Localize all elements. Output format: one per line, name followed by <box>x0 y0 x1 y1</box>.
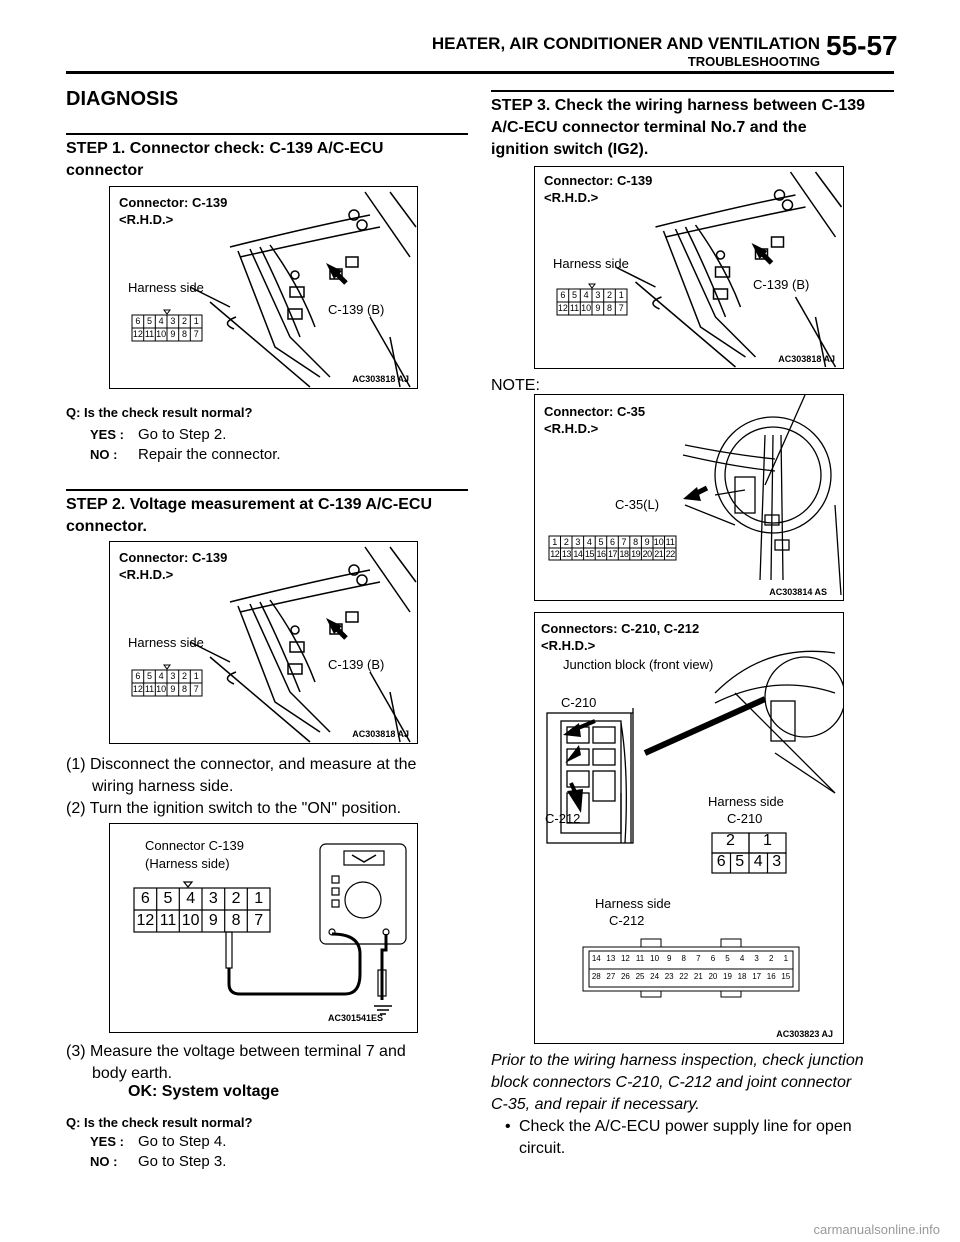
step2-item1: (1) Disconnect the connector, and measure at the wiring harness side. <box>66 756 417 795</box>
meter-figure <box>109 823 418 1033</box>
meter-figure-code: AC301541ES <box>328 1013 384 1023</box>
callout-label: C-35(L) <box>615 497 660 512</box>
watermark: carmanualsonline.info <box>813 1222 940 1237</box>
c212-connector-label: C-212 <box>609 913 645 928</box>
meter-pins-top: 6 5 4 3 2 1 <box>140 890 264 907</box>
harness-side-label: Harness side <box>553 256 629 271</box>
pins-top: 6 5 4 3 2 1 <box>135 671 199 681</box>
figure-code: AC303818 AJ <box>352 374 409 384</box>
step1-title: STEP 1. Connector check: C-139 A/C-ECU connector <box>66 140 384 179</box>
c210-label: C-210 <box>561 695 597 710</box>
c35-figure <box>534 394 844 601</box>
step2-question: Q: Is the check result normal? <box>66 1115 253 1130</box>
step1-question: Q: Is the check result normal? <box>66 405 253 420</box>
bullet-item: • Check the A/C-ECU power supply line for open circuit. <box>505 1118 852 1157</box>
prior-paragraph: Prior to the wiring harness inspection, check junction block connectors C-210, C-212 and joint connector C-35, and repair if necessary. <box>491 1052 864 1113</box>
connectors-label: Connectors: C-210, C-212 <box>541 621 700 636</box>
meter-connector-label: Connector C-139 (Harness side) <box>145 838 244 871</box>
step1-rule <box>66 133 468 135</box>
connector-label: Connector: C-139 <box>544 173 653 188</box>
harness-side-c210-label: Harness side <box>708 794 784 809</box>
harness-side-label: Harness side <box>128 635 204 650</box>
step2-item3: (3) Measure the voltage between terminal 7 and body earth. <box>66 1043 406 1082</box>
step3-title: STEP 3. Check the wiring harness between C-139 A/C-ECU connector terminal No.7 and the ignition switch (IG2). <box>491 97 866 158</box>
c35-pins-top: 1 2 3 4 5 6 7 8 9 10 11 <box>552 537 675 547</box>
callout-label: C-139 (B) <box>328 302 385 317</box>
junction-block-label: Junction block (front view) <box>563 657 714 672</box>
bullet-dot-icon: • <box>505 1118 511 1135</box>
step2-yes: YES : Go to Step 4. <box>90 1133 227 1150</box>
step2-title: STEP 2. Voltage measurement at C-139 A/C-ECU connector. <box>66 496 433 535</box>
rhd-label: <R.H.D.> <box>119 212 174 227</box>
figure-code: AC303814 AS <box>769 587 827 597</box>
c212-pins-bottom: 28 27 26 25 24 23 22 21 20 19 18 17 16 15 <box>591 972 791 981</box>
c210-connector-label: C-210 <box>727 811 763 826</box>
header-title: HEATER, AIR CONDITIONER AND VENTILATION <box>431 34 820 53</box>
step2-figure <box>109 541 418 744</box>
c212-pins-top: 14 13 12 11 10 9 8 7 6 5 4 3 2 1 <box>591 954 789 963</box>
pins-bottom: 12 11 10 9 8 7 <box>557 303 624 313</box>
step2-no: NO : Go to Step 3. <box>90 1153 227 1170</box>
c210-pins-bottom: 6 5 4 3 <box>716 853 782 870</box>
c210-pins-top: 2 1 <box>726 832 772 849</box>
rhd-label: <R.H.D.> <box>544 190 599 205</box>
step2-rule <box>66 489 468 491</box>
note-label: NOTE: <box>491 377 540 394</box>
header-subtitle: TROUBLESHOOTING <box>687 54 820 69</box>
step1-yes: YES : Go to Step 2. <box>90 426 227 443</box>
figure-code: AC303818 AJ <box>778 354 835 364</box>
step2-item2: (2) Turn the ignition switch to the "ON" position. <box>66 800 402 817</box>
pins-top: 6 5 4 3 2 1 <box>560 290 624 300</box>
meter-pins-bottom: 12 11 10 9 8 7 <box>136 912 264 929</box>
section-heading: DIAGNOSIS <box>66 88 179 110</box>
pins-top: 6 5 4 3 2 1 <box>135 316 199 326</box>
step3-figure <box>534 166 844 369</box>
step1-no: NO : Repair the connector. <box>90 446 281 463</box>
harness-side-c212-label: Harness side <box>595 896 671 911</box>
connector-label: Connector: C-35 <box>544 404 646 419</box>
rhd-label: <R.H.D.> <box>119 567 174 582</box>
step1-figure <box>109 186 418 389</box>
step3-rule <box>491 90 894 92</box>
figure-code: AC303823 AJ <box>776 1029 833 1039</box>
pins-bottom: 12 11 10 9 8 7 <box>132 684 199 694</box>
callout-label: C-139 (B) <box>753 277 810 292</box>
c35-pins-bottom: 12 13 14 15 16 17 18 19 20 21 22 <box>550 549 675 559</box>
callout-label: C-139 (B) <box>328 657 385 672</box>
header-rule <box>66 71 894 74</box>
pins-bottom: 12 11 10 9 8 7 <box>132 329 199 339</box>
c212-pin-diagram <box>581 935 801 999</box>
connector-label: Connector: C-139 <box>119 195 228 210</box>
ok-condition: OK: System voltage <box>128 1083 280 1100</box>
c210-c212-figure <box>534 612 844 1044</box>
rhd-label: <R.H.D.> <box>541 638 596 653</box>
harness-side-label: Harness side <box>128 280 204 295</box>
c212-label: C-212 <box>545 811 581 826</box>
page-number: 55-57 <box>826 30 898 61</box>
connector-label: Connector: C-139 <box>119 550 228 565</box>
figure-code: AC303818 AJ <box>352 729 409 739</box>
rhd-label: <R.H.D.> <box>544 421 599 436</box>
